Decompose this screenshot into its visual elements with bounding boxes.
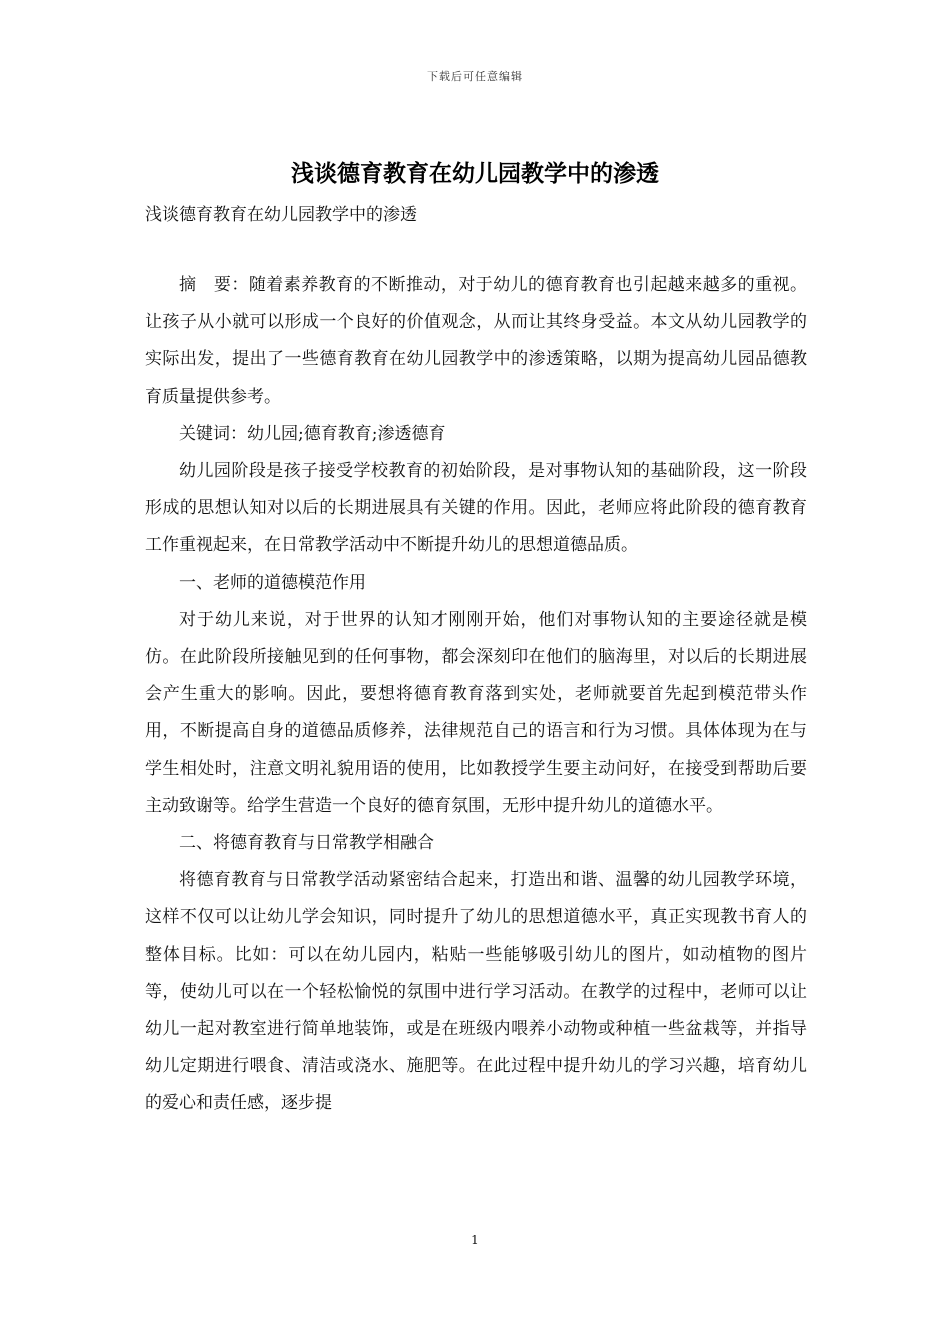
document-body xyxy=(145,267,807,1123)
page-header-note: 下载后可任意编辑 xyxy=(427,70,523,83)
document-subtitle: 浅谈德育教育在幼儿园教学中的渗透 xyxy=(145,205,417,225)
intro-paragraph: 幼儿园阶段是孩子接受学校教育的初始阶段，是对事物认知的基础阶段，这一阶段形成的思想认知对以后的长期进展具有关键的作用。因此，老师应将此阶段的德育教育工作重视起来，在日常教学活动中不断提升幼儿的思想道德品质。 xyxy=(145,461,807,556)
page-number: 1 xyxy=(471,1233,479,1247)
section-heading-1: 一、老师的道德模范作用 xyxy=(179,572,366,593)
abstract-paragraph: 摘 要：随着素养教育的不断推动，对于幼儿的德育教育也引起越来越多的重视。让孩子从小就可以形成一个良好的价值观念，从而让其终身受益。本文从幼儿园教学的实际出发，提出了一些德育教育在幼儿园教学中的渗透策略，以期为提高幼儿园品德教育质量提供参考。 xyxy=(145,275,807,407)
keywords-paragraph: 关键词：幼儿园;德育教育;渗透德育 xyxy=(179,423,446,444)
section-heading-2: 二、将德育教育与日常教学相融合 xyxy=(179,833,434,854)
section-1-paragraph: 对于幼儿来说，对于世界的认知才刚刚开始，他们对事物认知的主要途径就是模仿。在此阶段所接触见到的任何事物，都会深刻印在他们的脑海里，对以后的长期进展会产生重大的影响。因此，要想将德育教育落到实处，老师就要首先起到模范带头作用，不断提高自身的道德品质修养，法律规范自己的语言和行为习惯。具体体现为在与学生相处时，注意文明礼貌用语的使用，比如教授学生要主动问好，在接受到帮助后要主动致谢等。给学生营造一个良好的德育氛围，无形中提升幼儿的道德水平。 xyxy=(145,609,807,816)
section-2-paragraph: 将德育教育与日常教学活动紧密结合起来，打造出和谐、温馨的幼儿园教学环境，这样不仅可以让幼儿学会知识，同时提升了幼儿的思想道德水平，真正实现教书育人的整体目标。比如：可以在幼儿园内，粘贴一些能够吸引幼儿的图片，如动植物的图片等，使幼儿可以在一个轻松愉悦的氛围中进行学习活动。在教学的过程中，老师可以让幼儿一起对教室进行简单地装饰，或是在班级内喂养小动物或种植一些盆栽等，并指导幼儿定期进行喂食、清洁或浇水、施肥等。在此过程中提升幼儿的学习兴趣，培育幼儿的爱心和责任感，逐步提 xyxy=(145,870,807,1114)
document-title: 浅谈德育教育在幼儿园教学中的渗透 xyxy=(291,160,659,187)
